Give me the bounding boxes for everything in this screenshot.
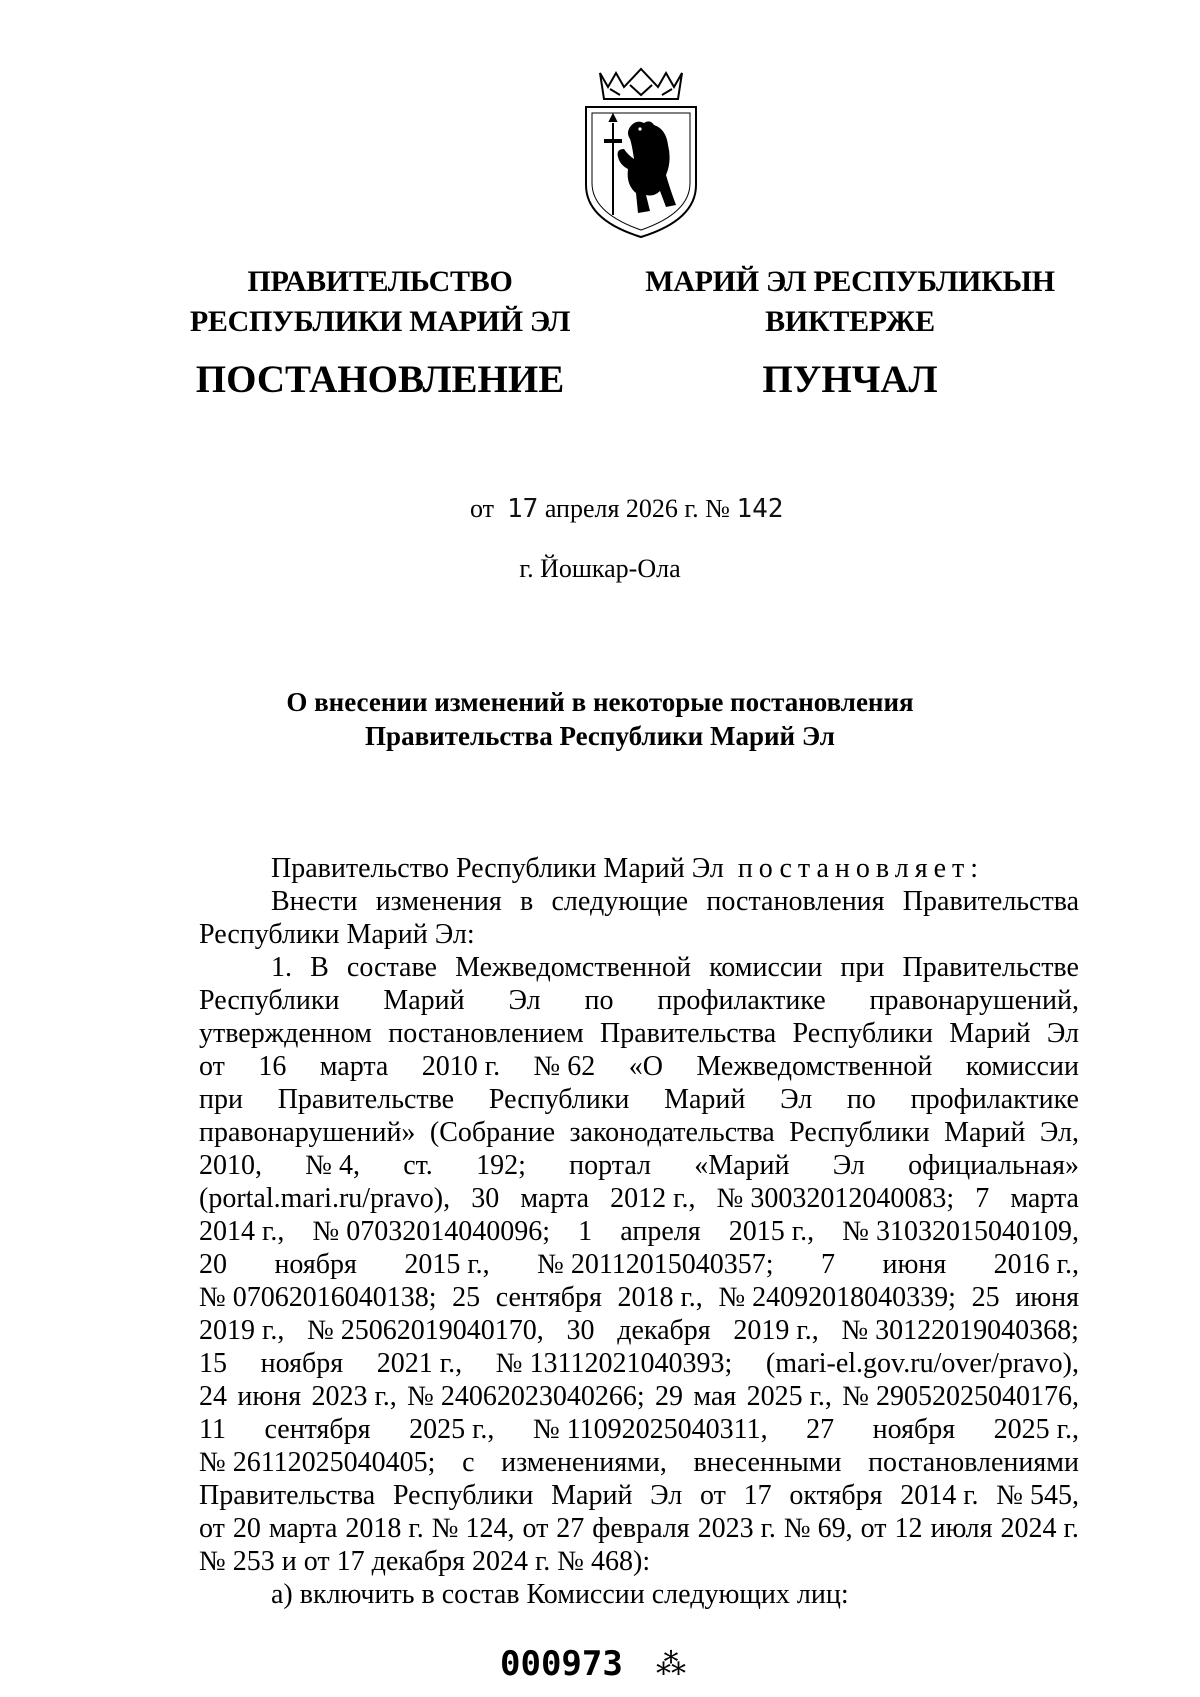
body-word: № 26112025040405; bbox=[199, 1447, 436, 1478]
body-word: 11 bbox=[199, 1414, 226, 1445]
body-word: В bbox=[310, 952, 329, 983]
body-word: июля bbox=[930, 1513, 993, 1544]
body-word: марта bbox=[319, 1051, 389, 1082]
body-line bbox=[199, 1479, 1079, 1512]
body-word: Эл bbox=[832, 1150, 865, 1181]
body-word: 30 bbox=[471, 1183, 500, 1214]
body-word: при bbox=[840, 952, 885, 983]
body-line bbox=[199, 1380, 1079, 1413]
body-line bbox=[199, 1149, 1079, 1182]
body-word: «Марий bbox=[694, 1150, 790, 1181]
body-line bbox=[199, 852, 1079, 885]
body-word: Эл bbox=[780, 1084, 813, 1115]
body-word: Эл bbox=[650, 1480, 683, 1511]
body-word: по bbox=[846, 1084, 876, 1115]
body-word: № 07032014040096; bbox=[312, 1216, 550, 1247]
body-word: № 30032012040083; bbox=[716, 1183, 955, 1214]
body-word: 2015 г., bbox=[404, 1249, 490, 1280]
body-word: № 07062016040138; bbox=[199, 1282, 437, 1313]
body-word: 29 bbox=[655, 1381, 684, 1412]
body-word: комиссии bbox=[709, 952, 823, 983]
body-word: мая bbox=[693, 1381, 737, 1412]
body-line bbox=[199, 951, 1079, 984]
body-line-spaced-verb: постановляет: bbox=[737, 853, 985, 884]
body-word: 2019 г., bbox=[733, 1315, 819, 1346]
document-title bbox=[0, 685, 1200, 753]
body-word: июня bbox=[237, 1381, 302, 1412]
body-line bbox=[199, 1314, 1079, 1347]
title-line1: О внесении изменений в некоторые постановления bbox=[286, 687, 914, 717]
body-word: № 69, bbox=[783, 1513, 853, 1544]
body-word: сентября bbox=[495, 1282, 602, 1313]
body-word: Внести bbox=[271, 886, 358, 917]
body-word: июня bbox=[882, 1249, 947, 1280]
body-word: № 62 bbox=[533, 1051, 596, 1082]
body-line: а) включить в состав Комиссии следующих лиц: bbox=[271, 1579, 849, 1610]
body-word: ноября bbox=[274, 1249, 357, 1280]
body-word: 2014 г., bbox=[199, 1216, 285, 1247]
body-word: 27 bbox=[556, 1513, 585, 1544]
body-word: ноября bbox=[872, 1414, 956, 1445]
body-line: Республики Марий Эл: bbox=[199, 919, 475, 950]
date-day: 17 bbox=[507, 494, 539, 524]
body-word: 2012 г., bbox=[610, 1183, 696, 1214]
body-word: Марий bbox=[383, 985, 465, 1016]
body-word: 2025 г., bbox=[993, 1414, 1079, 1445]
body-word: 2010, bbox=[199, 1150, 262, 1181]
body-word: правонарушений» bbox=[199, 1117, 416, 1148]
body-word: постановлениями bbox=[868, 1447, 1079, 1478]
body-line bbox=[199, 1083, 1079, 1116]
body-word: 7 bbox=[821, 1249, 836, 1280]
date-month-year: апреля 2026 г. № bbox=[544, 494, 730, 523]
body-word: сентября bbox=[264, 1414, 371, 1445]
body-word: № 124, bbox=[431, 1513, 515, 1544]
body-word: № 29052025040176, bbox=[842, 1381, 1079, 1412]
body-word: 24 bbox=[199, 1381, 227, 1412]
crown-icon bbox=[600, 69, 682, 99]
body-word: профилактике bbox=[910, 1084, 1079, 1115]
body-word: 2016 г., bbox=[993, 1249, 1079, 1280]
body-line bbox=[199, 1248, 1079, 1281]
body-word: № 31032015040109, bbox=[842, 1216, 1079, 1247]
body-word: февраля bbox=[592, 1513, 690, 1544]
body-word: 2024 г. bbox=[1000, 1513, 1079, 1544]
body-word: Межведомственной bbox=[696, 1051, 933, 1082]
body-word: Правительства bbox=[199, 1480, 376, 1511]
header-right-line2: ВИКТЕРЖЕ bbox=[765, 305, 935, 338]
body-word: от bbox=[199, 1051, 225, 1082]
body-word: ноября bbox=[260, 1348, 344, 1379]
body-line bbox=[199, 1281, 1079, 1314]
header-right-line1: МАРИЙ ЭЛ РЕСПУБЛИКЫН bbox=[645, 265, 1055, 298]
body-line bbox=[199, 1182, 1079, 1215]
body-word: Республики bbox=[392, 1480, 534, 1511]
body-word: 2023 г., bbox=[311, 1381, 397, 1412]
body-word: № 13112021040393; bbox=[495, 1348, 733, 1379]
body-word: постановлением bbox=[388, 1018, 584, 1049]
coat-of-arms-emblem bbox=[580, 65, 702, 240]
body-word: «О bbox=[628, 1051, 663, 1082]
body-word: июня bbox=[1015, 1282, 1079, 1313]
body-word: от bbox=[860, 1513, 887, 1544]
body-word: 20 bbox=[232, 1513, 261, 1544]
body-word: законодательства bbox=[569, 1117, 775, 1148]
header-left-line1: ПРАВИТЕЛЬСТВО bbox=[247, 265, 513, 298]
body-word: 12 bbox=[894, 1513, 923, 1544]
body-word: Межведомственной bbox=[455, 952, 692, 983]
body-word: портал bbox=[569, 1150, 651, 1181]
body-word: Республики bbox=[488, 1084, 630, 1115]
body-word: 2014 г. bbox=[900, 1480, 979, 1511]
body-word: (Собрание bbox=[429, 1117, 555, 1148]
body-word: № 25062019040170, bbox=[307, 1315, 544, 1346]
body-line bbox=[199, 984, 1079, 1017]
body-word: 30 bbox=[566, 1315, 595, 1346]
body-word: 2018 г., bbox=[617, 1282, 703, 1313]
body-word: № 20112015040357; bbox=[537, 1249, 774, 1280]
body-line bbox=[199, 885, 1079, 918]
body-word: от bbox=[700, 1480, 726, 1511]
body-word: по bbox=[584, 985, 614, 1016]
body-word: № 24062023040266; bbox=[407, 1381, 645, 1412]
body-word: с bbox=[462, 1447, 475, 1478]
body-word: 2015 г., bbox=[728, 1216, 815, 1247]
body-word: октября bbox=[789, 1480, 883, 1511]
body-word: правонарушений, bbox=[869, 985, 1079, 1016]
body-word: утвержденном bbox=[199, 1018, 372, 1049]
body-line bbox=[199, 1347, 1079, 1380]
body-word: Республики bbox=[792, 1018, 933, 1049]
body-word: Республики bbox=[199, 985, 340, 1016]
body-line bbox=[199, 1512, 1079, 1545]
body-word: 2025 г., bbox=[746, 1381, 832, 1412]
body-word: официальная» bbox=[908, 1150, 1079, 1181]
body-word: № 545, bbox=[996, 1480, 1079, 1511]
document-type-mari: ПУНЧАЛ bbox=[762, 358, 938, 401]
body-line bbox=[199, 1116, 1079, 1149]
body-word: марта bbox=[1010, 1183, 1079, 1214]
body-line bbox=[199, 1050, 1079, 1083]
body-word: (mari-el.gov.ru/over/pravo), bbox=[765, 1348, 1079, 1379]
header-left-block bbox=[180, 262, 580, 404]
city-line: г. Йошкар-Ола bbox=[519, 554, 681, 583]
body-word: 2019 г., bbox=[199, 1315, 285, 1346]
body-word: от bbox=[522, 1513, 549, 1544]
body-line bbox=[199, 1446, 1079, 1479]
body-line bbox=[199, 1413, 1079, 1446]
body-word: внесенными bbox=[693, 1447, 842, 1478]
body-word: 25 bbox=[971, 1282, 1000, 1313]
body-word: изменениями, bbox=[501, 1447, 667, 1478]
body-word: от bbox=[199, 1513, 225, 1544]
body-word: 17 bbox=[743, 1480, 772, 1511]
body-word: 20 bbox=[199, 1249, 227, 1280]
header-right-block bbox=[640, 262, 1060, 404]
body-word: Эл, bbox=[1039, 1117, 1079, 1148]
body-word: № 30122019040368; bbox=[841, 1315, 1079, 1346]
body-word: № 24092018040339; bbox=[718, 1282, 956, 1313]
body-word: 7 bbox=[975, 1183, 990, 1214]
body-word: 1 bbox=[578, 1216, 593, 1247]
body-word: Марий bbox=[551, 1480, 633, 1511]
body-word: 27 bbox=[806, 1414, 835, 1445]
body-word: марта bbox=[268, 1513, 338, 1544]
body-word: комиссии bbox=[965, 1051, 1079, 1082]
body-word: марта bbox=[520, 1183, 589, 1214]
body-word: 16 bbox=[258, 1051, 287, 1082]
body-word: декабря bbox=[617, 1315, 711, 1346]
body-word: Марий bbox=[944, 1117, 1026, 1148]
document-type-ru: ПОСТАНОВЛЕНИЕ bbox=[195, 358, 565, 401]
body-line bbox=[199, 1017, 1079, 1050]
body-word: 25 bbox=[452, 1282, 481, 1313]
body-word: Марий bbox=[664, 1084, 746, 1115]
document-date-line bbox=[470, 494, 783, 524]
body-word: № 4, bbox=[305, 1150, 360, 1181]
body-word: 2023 г. bbox=[697, 1513, 776, 1544]
body-word: при bbox=[199, 1084, 243, 1115]
body-word: Правительства bbox=[902, 886, 1079, 917]
body-word: Эл bbox=[1046, 1018, 1079, 1049]
body-word: 1. bbox=[271, 952, 292, 983]
document-body bbox=[199, 852, 1079, 1611]
body-word: № 11092025040311, bbox=[532, 1414, 768, 1445]
body-word: Правительства bbox=[600, 1018, 777, 1049]
body-word: Правительстве bbox=[277, 1084, 455, 1115]
serial-number: 000973 bbox=[500, 1644, 623, 1684]
body-word: в bbox=[520, 886, 534, 917]
body-line-text: Правительство Республики Марий Эл bbox=[271, 853, 724, 884]
body-word: апреля bbox=[620, 1216, 701, 1247]
body-word: 2018 г. bbox=[345, 1513, 424, 1544]
body-word: Правительстве bbox=[902, 952, 1079, 983]
body-word: (portal.mari.ru/pravo), bbox=[199, 1183, 451, 1214]
body-word: изменения bbox=[375, 886, 502, 917]
date-prefix: от bbox=[470, 494, 495, 523]
body-word: профилактике bbox=[657, 985, 826, 1016]
body-line bbox=[199, 1215, 1079, 1248]
body-word: Республики bbox=[789, 1117, 930, 1148]
body-word: 2010 г. bbox=[421, 1051, 501, 1082]
decorative-mark-icon: ⁂ bbox=[656, 1648, 686, 1681]
body-word: Эл bbox=[508, 985, 541, 1016]
title-line2: Правительства Республики Марий Эл bbox=[365, 721, 835, 751]
body-word: постановления bbox=[706, 886, 885, 917]
body-word: 2021 г., bbox=[376, 1348, 463, 1379]
body-word: составе bbox=[346, 952, 437, 983]
body-word: 192; bbox=[476, 1150, 526, 1181]
header-left-line2: РЕСПУБЛИКИ МАРИЙ ЭЛ bbox=[189, 305, 571, 338]
body-word: ст. bbox=[403, 1150, 433, 1181]
body-word: Марий bbox=[949, 1018, 1031, 1049]
body-word: 15 bbox=[199, 1348, 227, 1379]
body-word: 2025 г., bbox=[409, 1414, 495, 1445]
body-line: № 253 и от 17 декабря 2024 г. № 468): bbox=[199, 1546, 651, 1577]
document-number: 142 bbox=[736, 494, 784, 524]
body-word: следующие bbox=[551, 886, 689, 917]
